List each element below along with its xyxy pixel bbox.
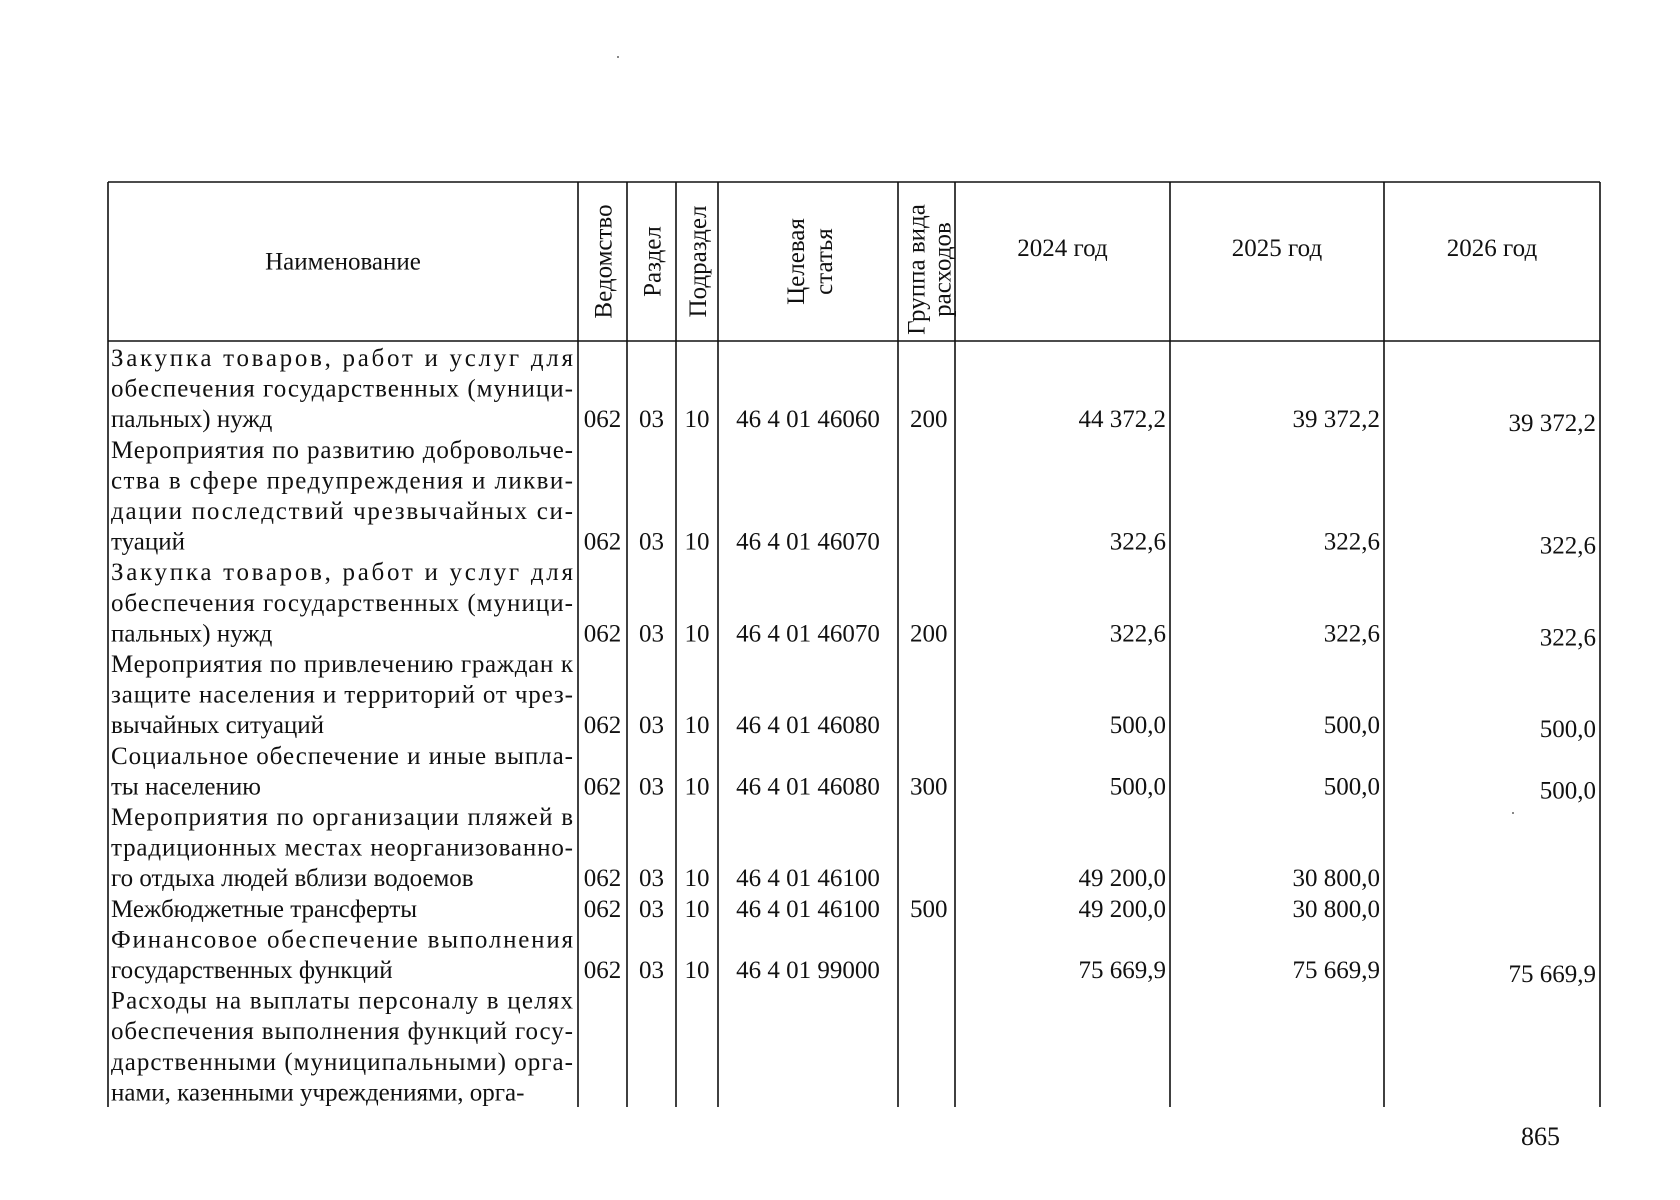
value-2024: 49 200,0 <box>1078 865 1166 893</box>
value-2026: 500,0 <box>1539 716 1596 744</box>
value-2024: 500,0 <box>1109 773 1166 801</box>
value-2024: 49 200,0 <box>1078 895 1166 923</box>
subsection-code: 10 <box>684 620 710 648</box>
table-row <box>111 988 574 1107</box>
section-code: 03 <box>639 773 664 801</box>
table-row <box>111 559 1596 651</box>
subsection-code: 10 <box>684 406 710 434</box>
group-code: 300 <box>910 773 948 801</box>
value-2026: 75 669,9 <box>1508 961 1596 988</box>
name-text: Мероприятия по развитию добровольче- <box>111 436 573 464</box>
header-dept: Ведомство <box>590 204 618 319</box>
value-2025: 500,0 <box>1323 773 1380 801</box>
scan-speck <box>1512 812 1514 814</box>
header-2025: 2025 год <box>1231 235 1323 262</box>
scan-speck <box>617 56 619 58</box>
header-target-line2: статья <box>811 228 838 295</box>
section-code: 03 <box>639 895 664 923</box>
value-2026: 39 372,2 <box>1508 410 1596 438</box>
group-code: 500 <box>910 895 948 923</box>
name-text: ты населению <box>111 773 261 801</box>
header-section: Раздел <box>639 226 667 297</box>
dept-code: 062 <box>583 957 622 984</box>
section-code: 03 <box>639 620 664 648</box>
target-code: 46 4 01 99000 <box>736 957 880 984</box>
name-text: ства в сфере предупреждения и ликви- <box>111 467 573 495</box>
dept-code: 062 <box>583 865 622 893</box>
value-2025: 30 800,0 <box>1292 865 1380 893</box>
name-text: Закупка товаров, работ и услуг для <box>111 559 573 587</box>
dept-code: 062 <box>583 895 622 923</box>
dept-code: 062 <box>583 528 622 556</box>
target-code: 46 4 01 46070 <box>736 528 880 556</box>
subsection-code: 10 <box>684 895 710 923</box>
target-code: 46 4 01 46060 <box>736 406 880 434</box>
name-text: Финансовое обеспечение выполнения <box>111 926 573 954</box>
value-2025: 75 669,9 <box>1292 957 1380 984</box>
name-text: пальных) нужд <box>111 620 273 648</box>
name-text: вычайных ситуаций <box>111 712 325 740</box>
dept-code: 062 <box>583 712 622 740</box>
group-code: 200 <box>910 406 948 434</box>
subsection-code: 10 <box>684 865 710 893</box>
header-2024: 2024 год <box>1017 235 1108 262</box>
header-target-line1: Целевая <box>783 218 810 305</box>
target-code: 46 4 01 46100 <box>736 865 880 893</box>
value-2024: 44 372,2 <box>1078 406 1166 434</box>
name-text: обеспечения государственных (муници- <box>111 589 573 617</box>
name-text: Расходы на выплаты персоналу в целях <box>111 987 573 1015</box>
name-text: традиционных местах неорганизованно- <box>111 834 573 862</box>
name-text: государственных функций <box>111 957 393 984</box>
subsection-code: 10 <box>684 773 710 801</box>
table-row <box>111 896 1380 923</box>
group-code: 200 <box>910 620 948 648</box>
name-text: Мероприятия по организации пляжей в <box>111 804 573 831</box>
target-code: 46 4 01 46080 <box>736 712 880 740</box>
section-code: 03 <box>639 406 664 434</box>
subsection-code: 10 <box>684 712 710 740</box>
name-text: обеспечения государственных (муници- <box>111 375 573 403</box>
dept-code: 062 <box>583 620 622 648</box>
section-code: 03 <box>639 865 664 893</box>
value-2024: 75 669,9 <box>1078 957 1166 984</box>
table-header <box>265 204 1537 335</box>
header-name: Наименование <box>265 248 421 276</box>
target-code: 46 4 01 46080 <box>736 773 880 801</box>
header-2026: 2026 год <box>1446 235 1538 262</box>
table-row <box>111 804 1380 892</box>
name-text: нами, казенными учреждениями, орга- <box>111 1079 525 1107</box>
value-2025: 500,0 <box>1323 712 1380 740</box>
dept-code: 062 <box>583 773 622 801</box>
table-row <box>111 926 1596 988</box>
name-text: дарственными (муниципальными) орга- <box>111 1048 573 1076</box>
value-2024: 500,0 <box>1109 712 1166 740</box>
name-text: Межбюджетные трансферты <box>111 895 418 923</box>
section-code: 03 <box>639 712 664 740</box>
header-subsection: Подраздел <box>685 205 712 318</box>
table-body <box>111 345 1596 1106</box>
value-2024: 322,6 <box>1109 528 1166 556</box>
value-2026: 500,0 <box>1539 777 1596 805</box>
name-text: защите населения и территорий от чрез- <box>111 681 573 709</box>
value-2025: 30 800,0 <box>1292 895 1380 923</box>
name-text: дации последствий чрезвычайных си- <box>111 498 573 525</box>
value-2025: 39 372,2 <box>1292 406 1380 434</box>
subsection-code: 10 <box>684 957 710 984</box>
table-row <box>111 743 1596 805</box>
section-code: 03 <box>639 528 664 556</box>
name-text: Социальное обеспечение и иные выпла- <box>111 742 573 770</box>
name-text: Закупка товаров, работ и услуг для <box>111 345 573 372</box>
value-2024: 322,6 <box>1109 620 1166 648</box>
name-text: туаций <box>111 528 185 556</box>
value-2026: 322,6 <box>1539 624 1596 652</box>
header-group-line1: Группа вида <box>903 204 931 335</box>
section-code: 03 <box>639 957 664 984</box>
target-code: 46 4 01 46070 <box>736 620 880 648</box>
target-code: 46 4 01 46100 <box>736 895 880 923</box>
value-2025: 322,6 <box>1323 528 1380 556</box>
subsection-code: 10 <box>684 528 710 556</box>
value-2026: 322,6 <box>1539 532 1596 560</box>
table-row <box>111 345 1596 437</box>
value-2025: 322,6 <box>1323 620 1380 648</box>
table-row <box>111 651 1596 743</box>
name-text: Мероприятия по привлечению граждан к <box>111 651 573 678</box>
table-row <box>111 437 1596 560</box>
header-group-line2: расходов <box>929 222 957 317</box>
name-text: обеспечения выполнения функций госу- <box>111 1018 573 1046</box>
name-text: пальных) нужд <box>111 406 273 434</box>
dept-code: 062 <box>583 406 622 434</box>
name-text: го отдыха людей вблизи водоемов <box>111 865 474 893</box>
page-number: 865 <box>1521 1122 1560 1151</box>
